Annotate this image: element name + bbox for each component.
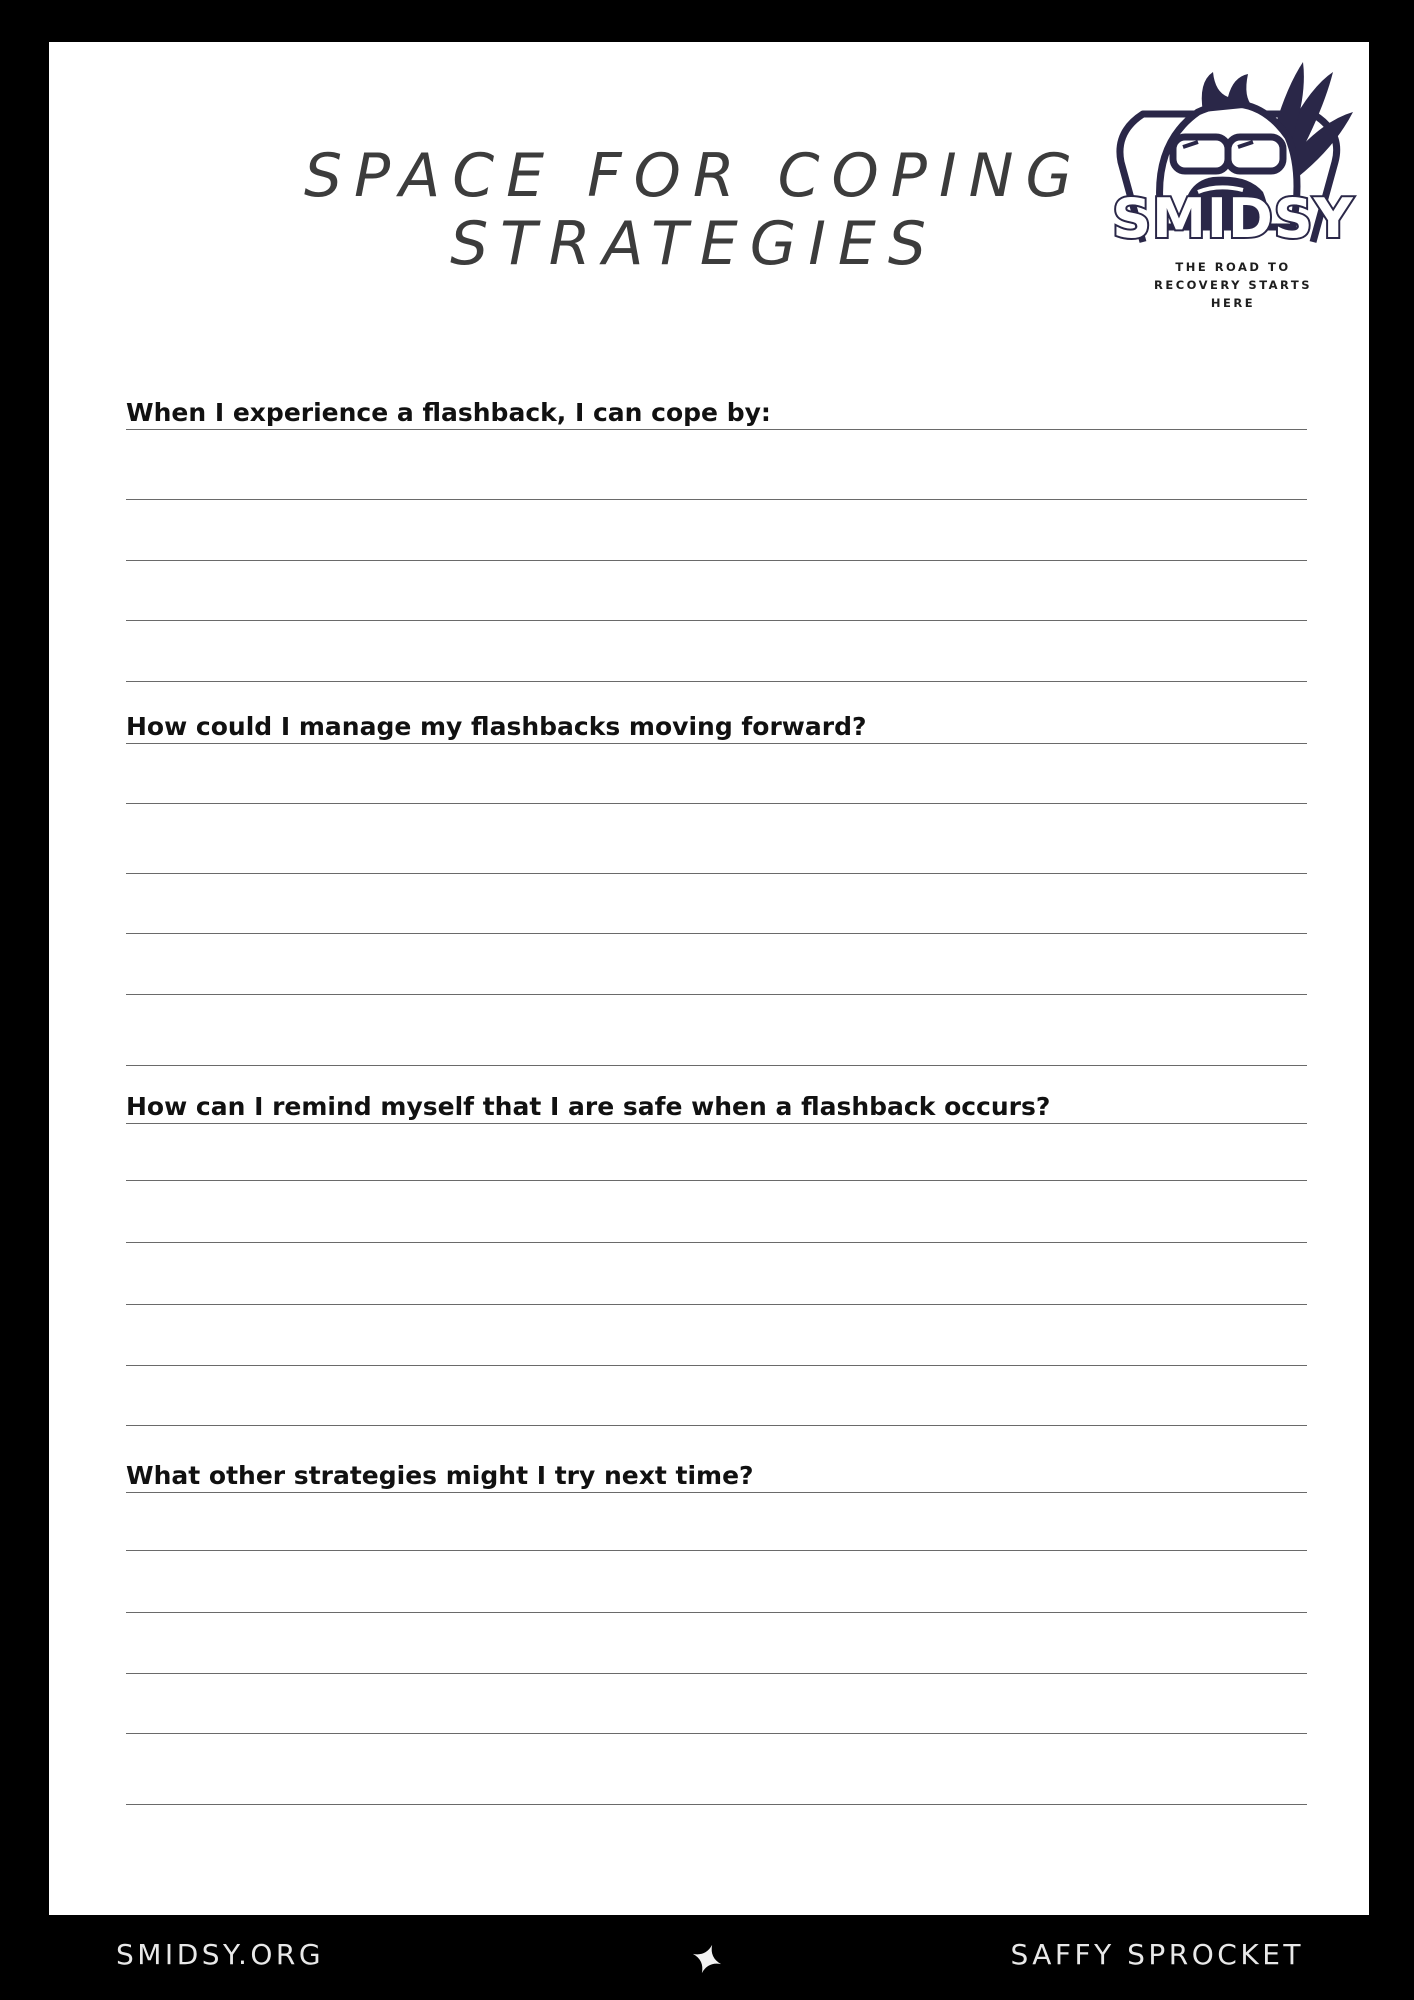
- worksheet-page: [49, 42, 1369, 1915]
- prompt-section-2: [126, 711, 1307, 1066]
- answer-line[interactable]: [126, 1493, 1307, 1551]
- prompt-section-3: [126, 1091, 1307, 1426]
- footer-author: SAFFY SPROCKET: [1010, 1938, 1304, 1971]
- answer-line[interactable]: [126, 804, 1307, 874]
- answer-line[interactable]: [126, 1551, 1307, 1613]
- answer-line[interactable]: [126, 430, 1307, 500]
- answer-line[interactable]: [126, 500, 1307, 561]
- smidsy-logo: [1103, 52, 1363, 312]
- tagline-line-1: THE ROAD TO: [1175, 260, 1291, 274]
- answer-line[interactable]: [126, 1613, 1307, 1674]
- tagline-line-3: HERE: [1210, 296, 1256, 310]
- page-title: [139, 142, 1249, 278]
- tagline-line-2: RECOVERY STARTS: [1153, 278, 1313, 292]
- answer-line[interactable]: [126, 1734, 1307, 1805]
- prompt-question-3: How can I remind myself that I are safe when a flashback occurs?: [126, 1091, 1307, 1124]
- answer-line[interactable]: [126, 1181, 1307, 1243]
- answer-line[interactable]: [126, 1124, 1307, 1181]
- answer-line[interactable]: [126, 744, 1307, 804]
- answer-line[interactable]: [126, 874, 1307, 934]
- answer-line[interactable]: [126, 934, 1307, 995]
- prompt-section-4: [126, 1460, 1307, 1805]
- answer-line[interactable]: [126, 995, 1307, 1066]
- prompt-section-1: [126, 397, 1307, 682]
- prompt-question-4: What other strategies might I try next time?: [126, 1460, 1307, 1493]
- logo-wordmark: SMIDSY: [1112, 187, 1354, 250]
- answer-line[interactable]: [126, 1366, 1307, 1426]
- sparkle-star-icon: [690, 1942, 724, 1976]
- footer-site: SMIDSY.ORG: [116, 1938, 325, 1971]
- prompt-question-2: How could I manage my flashbacks moving forward?: [126, 711, 1307, 744]
- answer-line[interactable]: [126, 1674, 1307, 1734]
- answer-line[interactable]: [126, 1243, 1307, 1305]
- title-line-1: SPACE FOR COPING: [303, 141, 1085, 211]
- answer-line[interactable]: [126, 561, 1307, 621]
- logo-tagline: [1133, 258, 1333, 312]
- answer-line[interactable]: [126, 621, 1307, 682]
- title-line-2: STRATEGIES: [450, 209, 938, 279]
- answer-line[interactable]: [126, 1305, 1307, 1366]
- prompt-question-1: When I experience a flashback, I can cope by:: [126, 397, 1307, 430]
